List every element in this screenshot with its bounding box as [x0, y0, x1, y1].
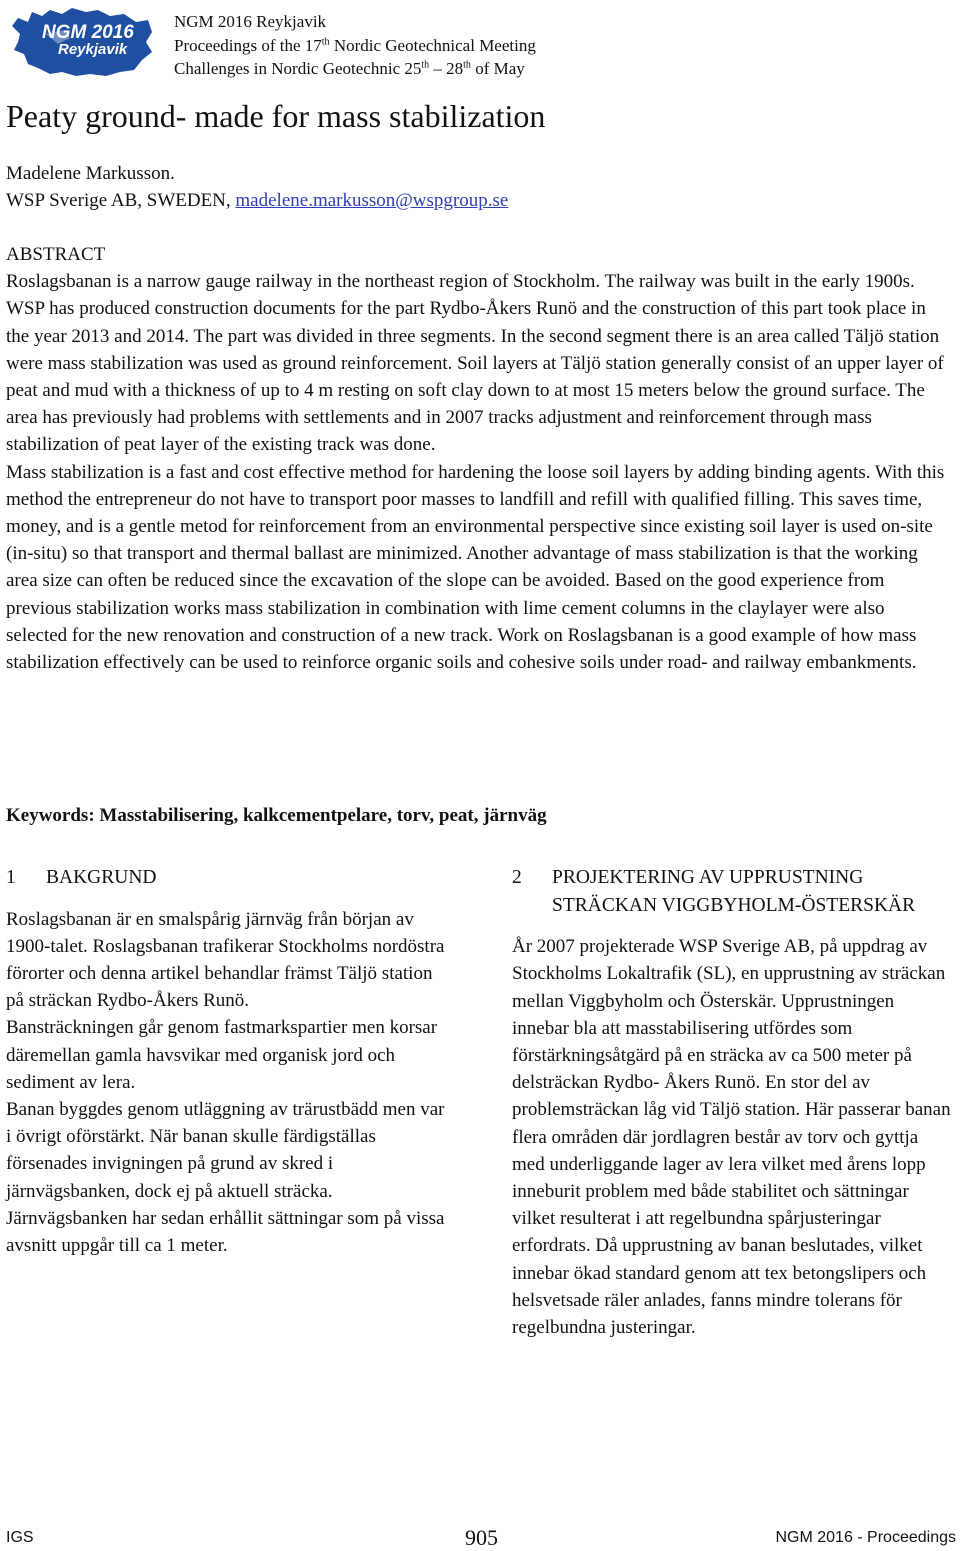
section-2	[512, 864, 952, 1341]
section-1-heading	[6, 864, 446, 892]
abstract-paragraph-2: Mass stabilization is a fast and cost effective method for hardening the loose soil layers by adding binding agents. With this method the entrepreneur do not have to transport poor masses to landfill and refill with qualified filling. This saves time, money, and is a gentle metod for reinforcement from an environmental perspective since existing soil layer is used on-site (in-situ) so that transport and thermal ballast are minimized. Another advantage of mass stabilization is that the working area size can often be reduced since the excavation of the slope can be avoided. Based on the good experience from previous stabilization works mass stabilization in combination with lime cement columns in the claylayer were also selected for the new renovation and construction of a new track. Work on Roslagsbanan is a good example of how mass stabilization effectively can be used to reinforce organic soils and cohesive soils under road- and railway embankments.	[6, 461, 945, 674]
section-2-paragraph-1: År 2007 projekterade WSP Sverige AB, på uppdrag av Stockholms Lokaltrafik (SL), en upprustning av sträckan mellan Viggbyholm och Österskär. Upprustningen innebar bla att masstabilisering utfördes som förstärkningsåtgärd på en sträcka av ca 500 meter på delsträckan Rydbo- Åkers Runö. En stor del av problemsträckan låg vid Täljö station. Här passerar banan flera områden där jordlagren består av torv och gyttja med underliggande lager av lera vilket med årens lopp inneburit problem med både stabilitet och sättningar vilket resulterat i att regelbundna spårjusteringar erfordrats. Då upprustning av banan beslutades, vilket innebar ökad standard genom att tex betongslipers och helsvetsade räler anlades, fanns mindre tolerans för regelbundna justeringar.	[512, 936, 951, 1339]
page-header	[0, 0, 960, 85]
author-email-link[interactable]: madelene.markusson@wspgroup.se	[235, 190, 509, 211]
paper-title: Peaty ground- made for mass stabilization	[6, 98, 546, 134]
keywords: Keywords: Masstabilisering, kalkcementpelare, torv, peat, järnväg	[6, 805, 547, 826]
section-1-number: 1	[6, 867, 16, 888]
logo-line1: NGM 2016	[42, 22, 134, 43]
header-line1: NGM 2016 Reykjavik	[174, 12, 327, 31]
footer-right: NGM 2016 - Proceedings	[775, 1529, 956, 1546]
author-block	[6, 160, 508, 214]
section-1	[6, 864, 446, 1259]
section-2-number: 2	[512, 867, 522, 888]
abstract	[6, 241, 950, 676]
header-line2: Proceedings of the 17th Nordic Geotechnical Meeting	[174, 35, 536, 55]
author-affiliation: WSP Sverige AB, SWEDEN, madelene.markusson@wspgroup.se	[6, 190, 509, 211]
page-number: 905	[465, 1525, 498, 1550]
section-1-paragraph-2: Bansträckningen går genom fastmarkspartier men korsar däremellan gamla havsvikar med organisk jord och sediment av lera.	[6, 1017, 438, 1093]
header-text	[174, 10, 536, 81]
section-1-title: BAKGRUND	[46, 867, 157, 888]
header-line3: Challenges in Nordic Geotechnic 25th – 28th of May	[174, 59, 525, 78]
section-1-paragraph-1: Roslagsbanan är en smalspårig järnväg från början av 1900-talet. Roslagsbanan trafikerar Stockholms nordöstra förorter och denna artikel behandlar främst Täljö station på sträckan Rydbo-Åkers Runö.	[6, 908, 445, 1012]
page-footer	[0, 1525, 960, 1549]
footer-left: IGS	[6, 1529, 34, 1546]
author-name: Madelene Markusson.	[6, 163, 175, 184]
logo-line2: Reykjavik	[58, 41, 128, 58]
section-2-title: PROJEKTERING AV UPPRUSTNING STRÄCKAN VIGGBYHOLM-ÖSTERSKÄR	[552, 867, 916, 916]
section-2-heading	[512, 864, 952, 919]
section-1-paragraph-3: Banan byggdes genom utläggning av trärustbädd men var i övrigt oförstärkt. När banan skulle färdigställas försenades invigningen på grund av skred i järnvägsbanken, dock ej på aktuell sträcka. Järnvägsbanken har sedan erhållit sättningar som på vissa avsnitt uppgår till ca 1 meter.	[6, 1099, 445, 1257]
abstract-heading: ABSTRACT	[6, 244, 106, 265]
iceland-map-logo	[6, 4, 156, 78]
abstract-paragraph-1: Roslagsbanan is a narrow gauge railway in the northeast region of Stockholm. The railway was built in the early 1900s. WSP has produced construction documents for the part Rydbo-Åkers Runö and the construction of this part took place in the year 2013 and 2014. The part was divided in three segments. In the second segment there is an area called Täljö station were mass stabilization was used as ground reinforcement. Soil layers at Täljö station generally consist of an upper layer of peat and mud with a thickness of up to 4 m resting on soft clay down to at most 15 meters below the ground surface. The area has previously had problems with settlements and in 2007 tracks adjustment and reinforcement through mass stabilization of peat layer of the existing track was done.	[6, 271, 944, 456]
